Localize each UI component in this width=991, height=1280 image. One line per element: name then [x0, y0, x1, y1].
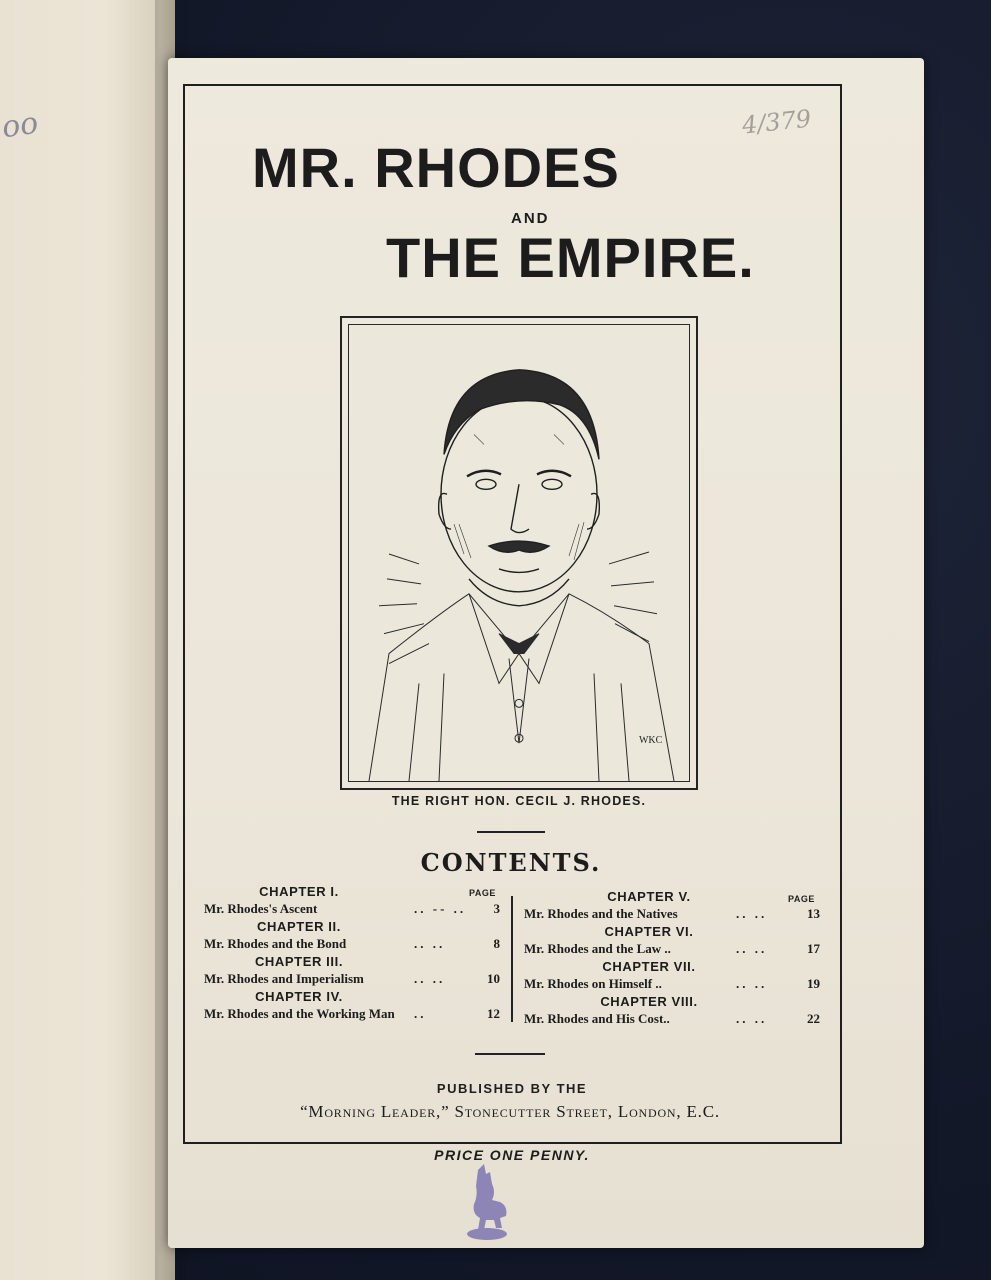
leader-dots: .. .. — [736, 976, 768, 991]
leader-dots: .. .. — [736, 1011, 768, 1026]
portrait-illustration — [349, 325, 689, 781]
contents-entry — [204, 989, 504, 1024]
handwritten-note: oo — [0, 105, 41, 146]
contents-heading: CONTENTS. — [420, 848, 602, 877]
chapter-page: 19 — [807, 976, 820, 991]
page-column-label: PAGE — [788, 894, 815, 904]
chapter-title: Mr. Rhodes and the Natives — [524, 906, 678, 921]
chapter-title: Mr. Rhodes and the Working Man — [204, 1006, 395, 1021]
chapter-page: 12 — [487, 1006, 500, 1021]
contents-column-right — [524, 889, 824, 1029]
chapter-number: CHAPTER V. — [607, 889, 691, 904]
chapter-title: Mr. Rhodes and Imperialism — [204, 971, 364, 986]
divider-rule — [475, 1053, 545, 1055]
title-line-2: THE EMPIRE. — [386, 226, 755, 289]
chapter-page: 17 — [807, 941, 820, 956]
published-by: PUBLISHED BY THE — [436, 1081, 588, 1096]
leader-dots: .. .. — [736, 906, 768, 921]
chapter-page: 3 — [493, 901, 500, 916]
chapter-page: 13 — [807, 906, 820, 921]
chapter-number: CHAPTER VI. — [604, 924, 694, 939]
contents-entry — [524, 924, 824, 959]
price-line: PRICE ONE PENNY. — [434, 1147, 590, 1163]
chapter-number: CHAPTER I. — [259, 884, 339, 899]
chapter-title: Mr. Rhodes and the Bond — [204, 936, 347, 951]
chapter-title: Mr. Rhodes and His Cost.. — [524, 1011, 670, 1026]
contents-column-left — [204, 884, 504, 1024]
portrait-caption: THE RIGHT HON. CECIL J. RHODES. — [391, 794, 647, 808]
chapter-page: 8 — [493, 936, 500, 951]
leader-dots: .. .. — [736, 941, 768, 956]
chapter-number: CHAPTER VII. — [602, 959, 696, 974]
leader-dots: .. — [414, 1006, 427, 1021]
chapter-number: CHAPTER II. — [257, 919, 341, 934]
chapter-page: 22 — [807, 1011, 820, 1026]
chapter-title: Mr. Rhodes and the Law .. — [524, 941, 671, 956]
publisher-address: “Morning Leader,” Stonecutter Street, London, E.C. — [300, 1102, 720, 1121]
chapter-number: CHAPTER VIII. — [600, 994, 698, 1009]
divider-rule — [477, 831, 545, 833]
portrait-engraving — [348, 324, 690, 782]
page-column-label: PAGE — [469, 888, 496, 898]
artist-monogram: WKC — [639, 735, 663, 747]
chapter-number: CHAPTER III. — [254, 954, 344, 969]
chapter-number: CHAPTER IV. — [255, 989, 343, 1004]
chapter-page: 10 — [487, 971, 500, 986]
contents-entry — [204, 884, 504, 919]
contents-entry — [524, 889, 824, 924]
library-stamp-icon — [456, 1162, 518, 1242]
left-page — [0, 0, 175, 1280]
leader-dots: .. .. — [414, 936, 446, 951]
portrait-frame — [340, 316, 698, 790]
contents-entry — [204, 919, 504, 954]
leader-dots: .. -- .. — [414, 901, 467, 916]
chapter-title: Mr. Rhodes on Himself .. — [524, 976, 662, 991]
title-line-1: MR. RHODES — [252, 136, 620, 199]
chapter-title: Mr. Rhodes's Ascent — [204, 901, 318, 916]
contents-entry — [524, 994, 824, 1029]
contents-entry — [524, 959, 824, 994]
contents-entry — [204, 954, 504, 989]
leader-dots: .. .. — [414, 971, 446, 986]
title-conjunction: AND — [511, 210, 550, 227]
pencil-inscription: 4/379 — [740, 104, 813, 140]
